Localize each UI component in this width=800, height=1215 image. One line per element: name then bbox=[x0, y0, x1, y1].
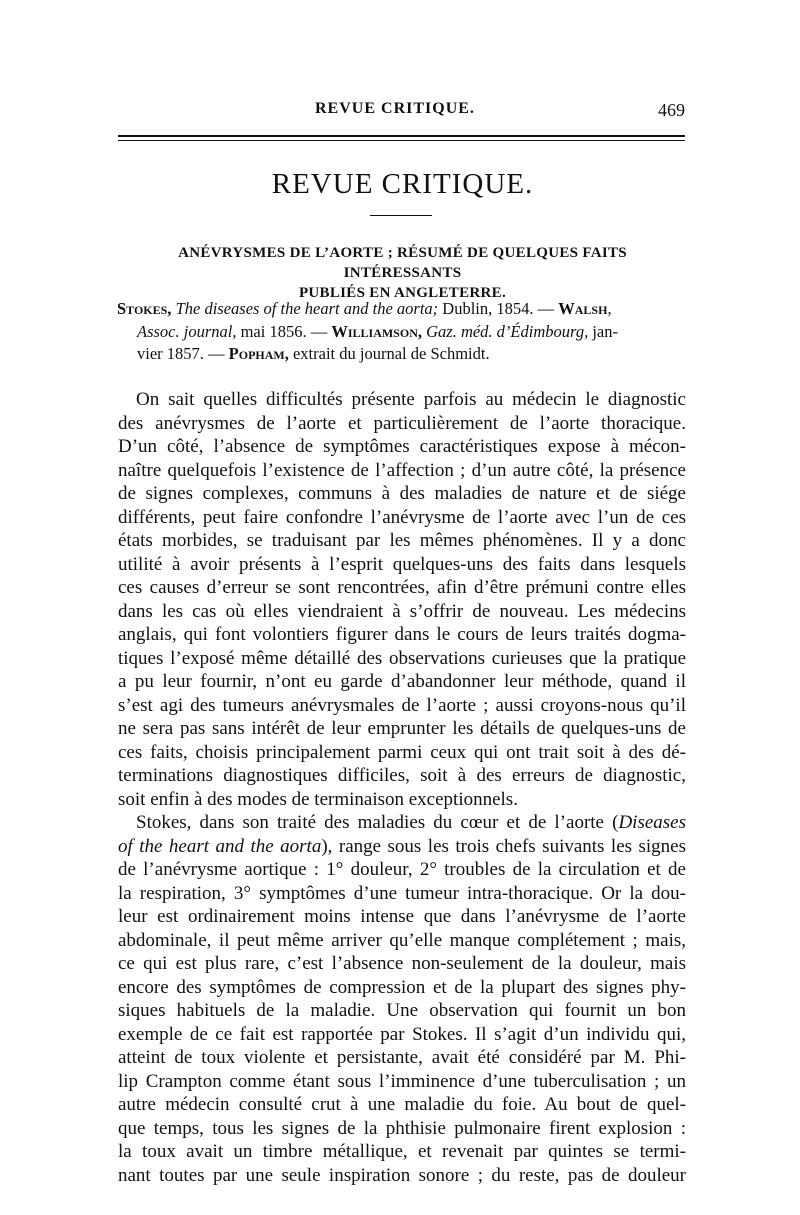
text-line: abdominale, il peut même arriver qu’elle manque complétement ; mais, bbox=[118, 929, 686, 951]
text-line: On sait quelles difficultés présente parfois au médecin le diagnostic bbox=[136, 389, 686, 410]
title-stokes: The diseases of the heart and the aorta; bbox=[175, 299, 439, 318]
author-walsh: Walsh bbox=[558, 299, 608, 318]
ref-popham-rest: extrait du journal de Schmidt. bbox=[292, 344, 490, 363]
text-line: autre médecin consulté crut à une maladie du foie. Au bout de quel- bbox=[118, 1094, 686, 1115]
text-fragment-italic: of the heart and the aorta bbox=[118, 835, 322, 857]
text-line: tiques l’exposé même détaillé des observations curieuses que la pratique bbox=[118, 647, 686, 669]
journal-walsh: Assoc. journal, bbox=[137, 321, 237, 341]
text-line: états morbides, se traduisant par les mêmes phénomènes. Il y a donc bbox=[118, 530, 686, 551]
text-fragment: Stokes, dans son traité des maladies du cœur et de l’aorte ( bbox=[136, 812, 619, 833]
author-williamson: Williamson, bbox=[331, 321, 422, 341]
title-divider bbox=[370, 215, 432, 216]
text-line: a pu leur fournir, n’ont eu garde d’abandonner leur méthode, quand il bbox=[118, 671, 686, 692]
references-block bbox=[117, 298, 689, 366]
reference-line-3 bbox=[137, 343, 689, 366]
text-fragment-italic: Diseases bbox=[618, 812, 686, 833]
text-line: de signes complexes, communs à des maladies de nature et de siége bbox=[118, 483, 686, 504]
text-line: dans les cas où elles viendraient à s’offrir de nouveau. Les médecins bbox=[118, 600, 686, 622]
text-line: lip Crampton comme étant sous l’imminence d’une tuberculisation ; un bbox=[118, 1070, 686, 1092]
subtitle-line-2: PUBLIÉS EN ANGLETERRE. bbox=[298, 285, 507, 301]
text-line: anglais, qui font volontiers figurer dans le cours de leurs traités dogma- bbox=[118, 624, 686, 645]
text-line: ces faits, choisis principalement parmi ceux qui ont trait soit à des dé- bbox=[118, 741, 686, 763]
text-line: que temps, tous les signes de la phthisie pulmonaire firent explosion : bbox=[118, 1117, 686, 1139]
text-fragment: ), range sous les trois chefs suivants les signes bbox=[321, 835, 686, 857]
text-line: soit enfin à des modes de terminaison exceptionnels. bbox=[118, 788, 518, 810]
text-line: la respiration, 3° symptômes d’une tumeur intra-thoracique. Or la dou- bbox=[118, 882, 686, 904]
text-line-mixed bbox=[118, 835, 686, 859]
text-line: différents, peut faire confondre l’anévrysme de l’aorte avec l’un de ces bbox=[118, 506, 686, 528]
running-title: REVUE CRITIQUE. bbox=[315, 100, 475, 117]
author-stokes: Stokes, bbox=[117, 299, 172, 318]
text-line-mixed bbox=[118, 811, 686, 835]
text-line: nant toutes par une seule inspiration sonore ; du reste, pas de douleur bbox=[118, 1164, 686, 1186]
ref-walsh-rest: mai 1856. — bbox=[240, 321, 328, 341]
subtitle-line-1: ANÉVRYSMES DE L’AORTE ; RÉSUMÉ DE QUELQUES FAITS INTÉRESSANTS bbox=[178, 245, 627, 281]
text-line: encore des symptômes de compression et de la plupart des signes phy- bbox=[118, 976, 686, 998]
ref-williamson-rest: jan- bbox=[592, 321, 618, 341]
reference-line-1 bbox=[117, 298, 689, 321]
page-number: 469 bbox=[658, 100, 685, 120]
text-line: atteint de toux violente et persistante, avait été considéré par M. Phi- bbox=[118, 1047, 686, 1068]
header-rule bbox=[118, 135, 685, 137]
text-line: leur est ordinairement moins intense que dans l’anévrysme de l’aorte bbox=[118, 906, 686, 927]
text-line: s’est agi des tumeurs anévrysmales de l’aorte ; aussi croyons-nous qu’il bbox=[118, 694, 686, 716]
text-line: terminations diagnostiques difficiles, soit à des erreurs de diagnostic, bbox=[118, 765, 686, 786]
journal-williamson: Gaz. méd. d’Édimbourg, bbox=[426, 321, 589, 341]
running-head bbox=[120, 100, 685, 122]
author-popham: Popham, bbox=[228, 344, 289, 363]
text-line: ne sera pas sans intérêt de leur emprunter les détails de quelques-uns de bbox=[118, 718, 686, 739]
ref-line3-start: vier 1857. — bbox=[137, 344, 225, 363]
article-subtitle bbox=[120, 243, 685, 303]
header-rule-thin bbox=[118, 140, 685, 141]
body-text bbox=[118, 388, 686, 1187]
text-line: ces causes d’erreur se sont rencontrées, afin d’être prémuni contre elles bbox=[118, 577, 686, 598]
text-line: D’un côté, l’absence de symptômes caractéristiques expose à mécon- bbox=[118, 436, 686, 457]
ref-walsh-comma: , bbox=[607, 299, 612, 318]
text-line: des anévrysmes de l’aorte et particulièrement de l’aorte thoracique. bbox=[118, 412, 686, 434]
text-line: ce qui est plus rare, c’est l’absence non-seulement de la douleur, mais bbox=[118, 953, 686, 974]
ref-stokes-rest: Dublin, 1854. — bbox=[442, 299, 555, 318]
reference-line-2 bbox=[137, 321, 689, 344]
text-line: siques habituels de la maladie. Une observation qui fournit un bon bbox=[118, 1000, 686, 1021]
section-title: REVUE CRITIQUE. bbox=[271, 168, 534, 200]
text-line: naître quelquefois l’existence de l’affection ; d’un autre côté, la présence bbox=[118, 459, 686, 481]
text-line: exemple de ce fait est rapportée par Stokes. Il s’agit d’un individu qui, bbox=[118, 1023, 686, 1045]
text-line: de l’anévrysme aortique : 1° douleur, 2° troubles de la circulation et de bbox=[118, 859, 686, 880]
text-line: la toux avait un timbre métallique, et revenait par quintes se termi- bbox=[118, 1141, 686, 1162]
text-line: utilité à avoir présents à l’esprit quelques-uns des faits dans lesquels bbox=[118, 553, 686, 575]
